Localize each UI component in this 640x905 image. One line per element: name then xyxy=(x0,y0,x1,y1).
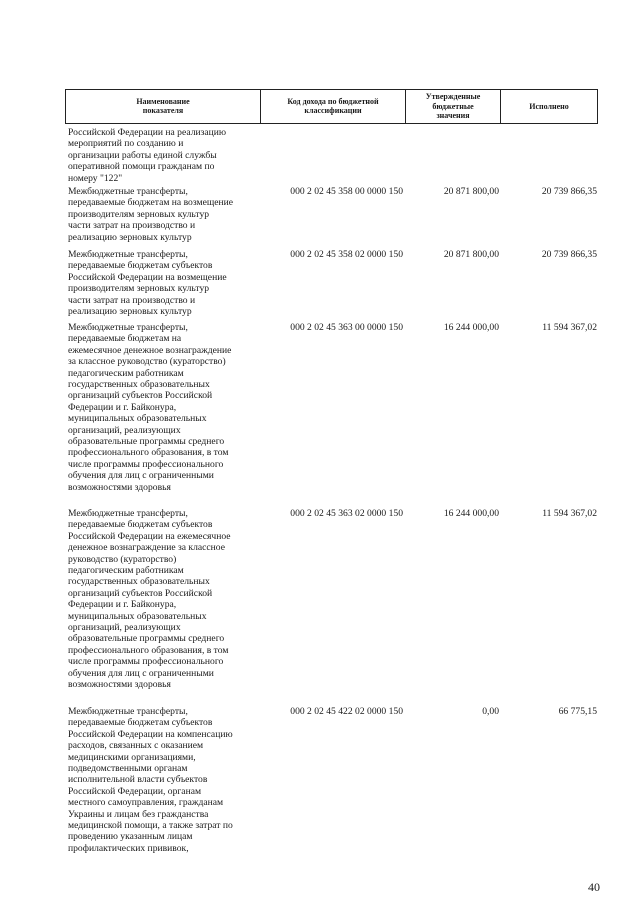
row-executed: 20 739 866,35 xyxy=(541,186,597,197)
row-code: 000 2 02 45 422 02 0000 150 xyxy=(290,706,403,717)
row-executed: 11 594 367,02 xyxy=(542,322,597,333)
row-approved: 20 871 800,00 xyxy=(443,186,499,197)
row-name: Межбюджетные трансферты, передаваемые бюджетам субъектов Российской Федерации на компенсацию расходов, связанных с оказанием медицинскими организациями, подведомственными органам исполнительной власти субъектов Российской Федерации, органам местного самоуправления, гражданам Украины и лицам без гражданства медицинской помощи, а также затрат по проведению указанным лицам профилактических прививок, xyxy=(68,706,233,854)
table-header xyxy=(65,89,598,124)
row-name: Российской Федерации на реализацию мероприятий по созданию и организации работы единой службы оперативной помощи гражданам по номеру "122" xyxy=(68,127,227,184)
header-approved: Утвержденные бюджетные значения xyxy=(406,90,501,124)
row-executed: 20 739 866,35 xyxy=(541,249,597,260)
row-code: 000 2 02 45 358 00 0000 150 xyxy=(290,186,403,197)
row-name: Межбюджетные трансферты, передаваемые бюджетам субъектов Российской Федерации на возмещение производителям зерновых культур части затрат на производство и реализацию зерновых культур xyxy=(68,249,227,318)
row-name: Межбюджетные трансферты, передаваемые бюджетам на возмещение производителям зерновых культур части затрат на производство и реализацию зерновых культур xyxy=(68,186,233,243)
header-name: Наименование показателя xyxy=(66,90,261,124)
row-executed: 11 594 367,02 xyxy=(542,508,597,519)
header-code: Код дохода по бюджетной классификации xyxy=(261,90,406,124)
row-code: 000 2 02 45 363 00 0000 150 xyxy=(290,322,403,333)
row-approved: 16 244 000,00 xyxy=(443,508,499,519)
row-code: 000 2 02 45 358 02 0000 150 xyxy=(290,249,403,260)
page-number: 40 xyxy=(588,880,600,894)
row-code: 000 2 02 45 363 02 0000 150 xyxy=(290,508,403,519)
row-approved: 20 871 800,00 xyxy=(443,249,499,260)
row-name: Межбюджетные трансферты, передаваемые бюджетам на ежемесячное денежное вознаграждение за классное руководство (кураторство) педагогическим работникам государственных образовательных организаций субъектов Российской Федерации и г. Байконура, муниципальных образовательных организаций, реализующих образовательные программы среднего профессионального образования, в том числе программы профессионального обучения для лиц с ограниченными возможностями здоровья xyxy=(68,322,232,493)
row-executed: 66 775,15 xyxy=(558,706,597,717)
row-name: Межбюджетные трансферты, передаваемые бюджетам субъектов Российской Федерации на ежемесячное денежное вознаграждение за классное руководство (кураторство) педагогическим работникам государственных образовательных организаций субъектов Российской Федерации и г. Байконура, муниципальных образовательных организаций, реализующих образовательные программы среднего профессионального образования, в том числе программы профессионального обучения для лиц с ограниченными возможностями здоровья xyxy=(68,508,231,691)
row-approved: 0,00 xyxy=(482,706,499,717)
header-executed: Исполнено xyxy=(501,90,598,124)
row-approved: 16 244 000,00 xyxy=(443,322,499,333)
